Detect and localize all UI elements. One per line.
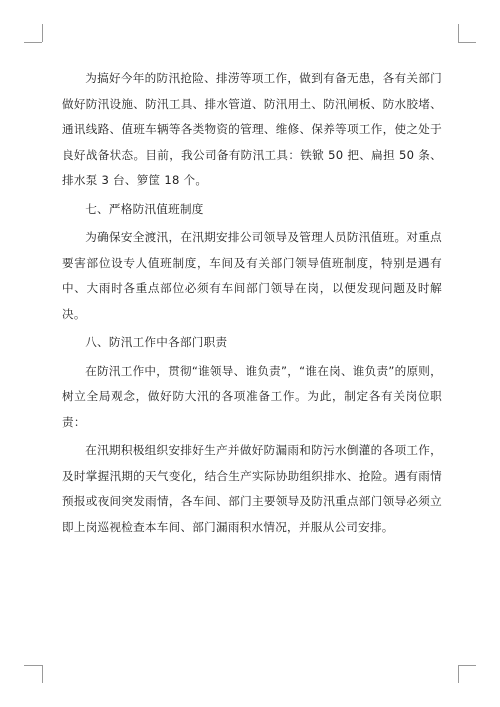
- section-heading-department-duties: 八、防汛工作中各部门职责: [85, 335, 228, 349]
- paragraph-responsibility-principle: 在防汛工作中，贯彻“谁领导、谁负责”，“谁在岗、谁负责”的原则，树立全局观念，做好防大汛的各项准备工作。为此，制定各有关岗位职责：: [62, 363, 442, 429]
- document-body: [62, 66, 442, 543]
- paragraph-duty-system: 为确保安全渡汛，在汛期安排公司领导及管理人员防汛值班。对重点要害部位设专人值班制度，车间及有关部门领导值班制度，特别是遇有中、大雨时各重点部位必须有车间部门领导在岗，以便发现问题及时解决。: [62, 230, 442, 321]
- section-heading-duty-system: 七、严格防汛值班制度: [85, 201, 204, 216]
- paragraph-flood-season-tasks: 在汛期积极组织安排好生产并做好防漏雨和防污水倒灌的各项工作，及时掌握汛期的天气变化，结合生产实际协助组织排水、抢险。遇有雨情预报或夜间突发雨情，各车间、部门主要领导及防汛重点部门领导必须立即上岗巡视检查本车间、部门漏雨积水情况，并服从公司安排。: [62, 443, 442, 534]
- paragraph-flood-preparation: 为搞好今年的防汛抢险、排涝等项工作，做到有备无患，各有关部门做好防汛设施、防汛工具、排水管道、防汛用土、防汛闸板、防水胶堵、通讯线路、值班车辆等各类物资的管理、维修、保养等项工作，使之处于良好战备状态。目前，我公司备有防汛工具：铁锨 50 把、扁担 50 条、排水泵 3 台、箩筐 18 个。: [62, 71, 442, 187]
